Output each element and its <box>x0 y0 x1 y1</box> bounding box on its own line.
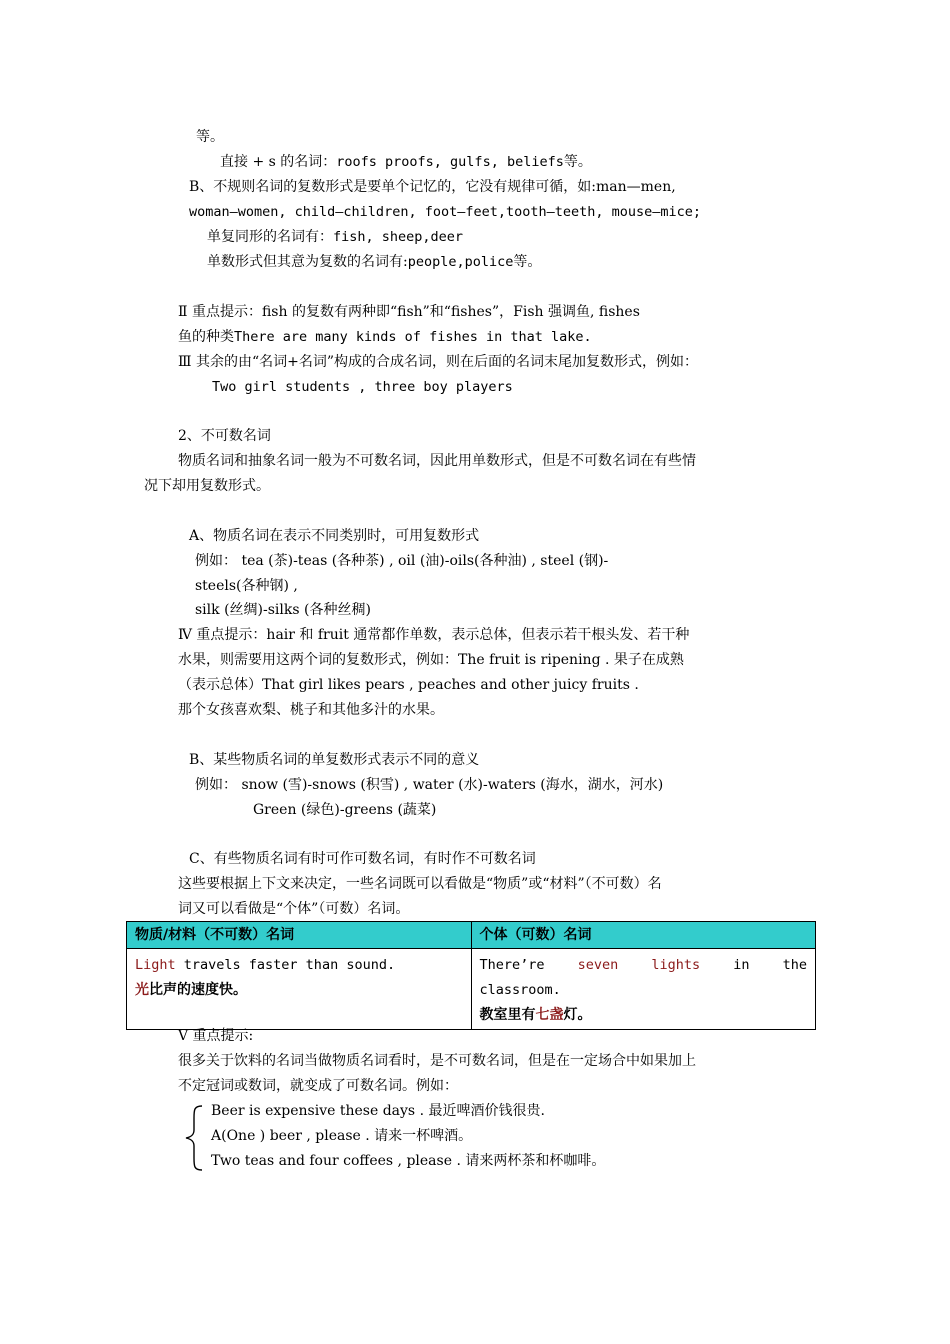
example-line: silk (丝绸)-silks (各种丝稠) <box>195 602 371 618</box>
plural-meaning-suffix: 等。 <box>513 254 542 270</box>
tip3-line-2: Two girl students , three boy players <box>212 379 513 395</box>
example-line: steels(各种钢) , <box>195 578 298 594</box>
text-line: 等。 <box>196 129 224 145</box>
direct-s-prefix: 直接 + s 的名词： <box>220 154 337 170</box>
plural-meaning-examples: people,police <box>407 254 514 270</box>
direct-s-suffix: 等。 <box>563 154 592 170</box>
table-cell-countable <box>471 949 816 1030</box>
section-c-line-1: 这些要根据上下文来决定，一些名词既可以看做是“物质”或“材料”（不可数）名 <box>178 876 662 892</box>
same-form-line <box>207 228 463 246</box>
plural-meaning-prefix: 单数形式但其意为复数的名词有: <box>207 254 408 270</box>
direct-s-examples: roofs proofs, gulfs, beliefs <box>336 154 564 170</box>
word: in <box>733 957 750 973</box>
section-c-line-2: 词又可以看做是“个体”（可数）名词。 <box>178 901 410 917</box>
tip2-prefix: 鱼的种类 <box>178 329 234 345</box>
sub-heading-c: C、有些物质名词有时可作可数名词，有时作不可数名词 <box>189 851 536 867</box>
example-zh <box>480 1003 808 1028</box>
direct-s-line <box>220 153 592 171</box>
highlight-word: Light <box>135 957 176 973</box>
uncountable-intro-1: 物质名词和抽象名词一般为不可数名词，因此用单数形式，但是不可数名词在有些情 <box>178 453 696 469</box>
sub-heading-a: A、物质名词在表示不同类别时，可用复数形式 <box>189 528 480 544</box>
irregular-line-2: woman—women, child—children, foot—feet,tooth—teeth, mouse—mice; <box>189 204 702 220</box>
tip2-example: There are many kinds of fishes in that lake. <box>234 329 592 345</box>
highlight-word: 光 <box>135 982 149 998</box>
highlight-word: 七盏 <box>535 1007 564 1023</box>
highlight-word: lights <box>651 957 701 973</box>
tip2-line-2 <box>178 328 592 346</box>
highlight-word: seven <box>577 957 619 973</box>
comparison-table <box>126 921 816 1030</box>
example-en-rest: travels faster than sound. <box>175 957 396 973</box>
drink-example: Beer is expensive these days . 最近啤酒价钱很贵. <box>211 1103 545 1119</box>
example-en-line-2: classroom. <box>479 982 561 998</box>
example-en <box>135 953 463 978</box>
example-zh <box>135 978 463 1003</box>
curly-brace-icon <box>184 1104 206 1172</box>
tip4-line-3: （表示总体）That girl likes pears , peaches and other juicy fruits . <box>178 677 639 693</box>
table-header-uncountable: 物质/材料（不可数）名词 <box>127 922 472 949</box>
tip2-line-1: Ⅱ 重点提示：fish 的复数有两种即“fish”和“fishes”，Fish 强调鱼, fishes <box>178 304 640 320</box>
tip5-line-2: 不定冠词或数词，就变成了可数名词。例如： <box>178 1078 458 1094</box>
table-cell-uncountable <box>127 949 472 1030</box>
tip5-heading: Ⅴ 重点提示: <box>178 1028 254 1044</box>
example-line: 例如： snow (雪)-snows (积雪) , water (水)-waters (海水，湖水，河水) <box>195 777 664 793</box>
word: the <box>782 957 807 973</box>
example-zh-suffix: 灯。 <box>563 1007 592 1023</box>
sub-heading-b: B、某些物质名词的单复数形式表示不同的意义 <box>189 752 480 768</box>
example-zh-rest: 比声的速度快。 <box>149 982 247 998</box>
tip4-line-4: 那个女孩喜欢梨、桃子和其他多汁的水果。 <box>178 702 444 718</box>
example-line: Green (绿色)-greens (蔬菜) <box>253 802 437 818</box>
irregular-line-1: B、不规则名词的复数形式是要单个记忆的，它没有规律可循，如:man—men, <box>189 179 676 195</box>
table-row <box>127 949 816 1030</box>
table-header-countable: 个体（可数）名词 <box>471 922 816 949</box>
tip3-line-1: Ⅲ 其余的由“名词+名词”构成的合成名词，则在后面的名词末尾加复数形式，例如： <box>178 354 698 370</box>
tip5-line-1: 很多关于饮料的名词当做物质名词看时，是不可数名词，但是在一定场合中如果加上 <box>178 1053 696 1069</box>
plural-meaning-line <box>207 253 541 271</box>
section-heading-uncountable: 2、不可数名词 <box>178 428 271 444</box>
tip4-line-1: Ⅳ 重点提示：hair 和 fruit 通常都作单数，表示总体，但表示若干根头发、若干种 <box>178 627 690 643</box>
example-line: 例如： tea (茶)-teas (各种茶) , oil (油)-oils(各种油) , steel (钢)- <box>195 553 609 569</box>
same-form-examples: fish, sheep,deer <box>333 229 464 245</box>
example-zh-prefix: 教室里有 <box>479 1007 536 1023</box>
example-en <box>480 953 808 978</box>
drink-example: A(One ) beer , please . 请来一杯啤酒。 <box>211 1128 473 1144</box>
tip4-line-2: 水果，则需要用这两个词的复数形式，例如：The fruit is ripening . 果子在成熟 <box>178 652 684 668</box>
word: There’re <box>479 957 545 973</box>
same-form-prefix: 单复同形的名词有： <box>207 229 333 245</box>
drink-example: Two teas and four coffees , please . 请来两杯茶和杯咖啡。 <box>211 1153 606 1169</box>
uncountable-intro-2: 况下却用复数形式。 <box>144 478 270 494</box>
